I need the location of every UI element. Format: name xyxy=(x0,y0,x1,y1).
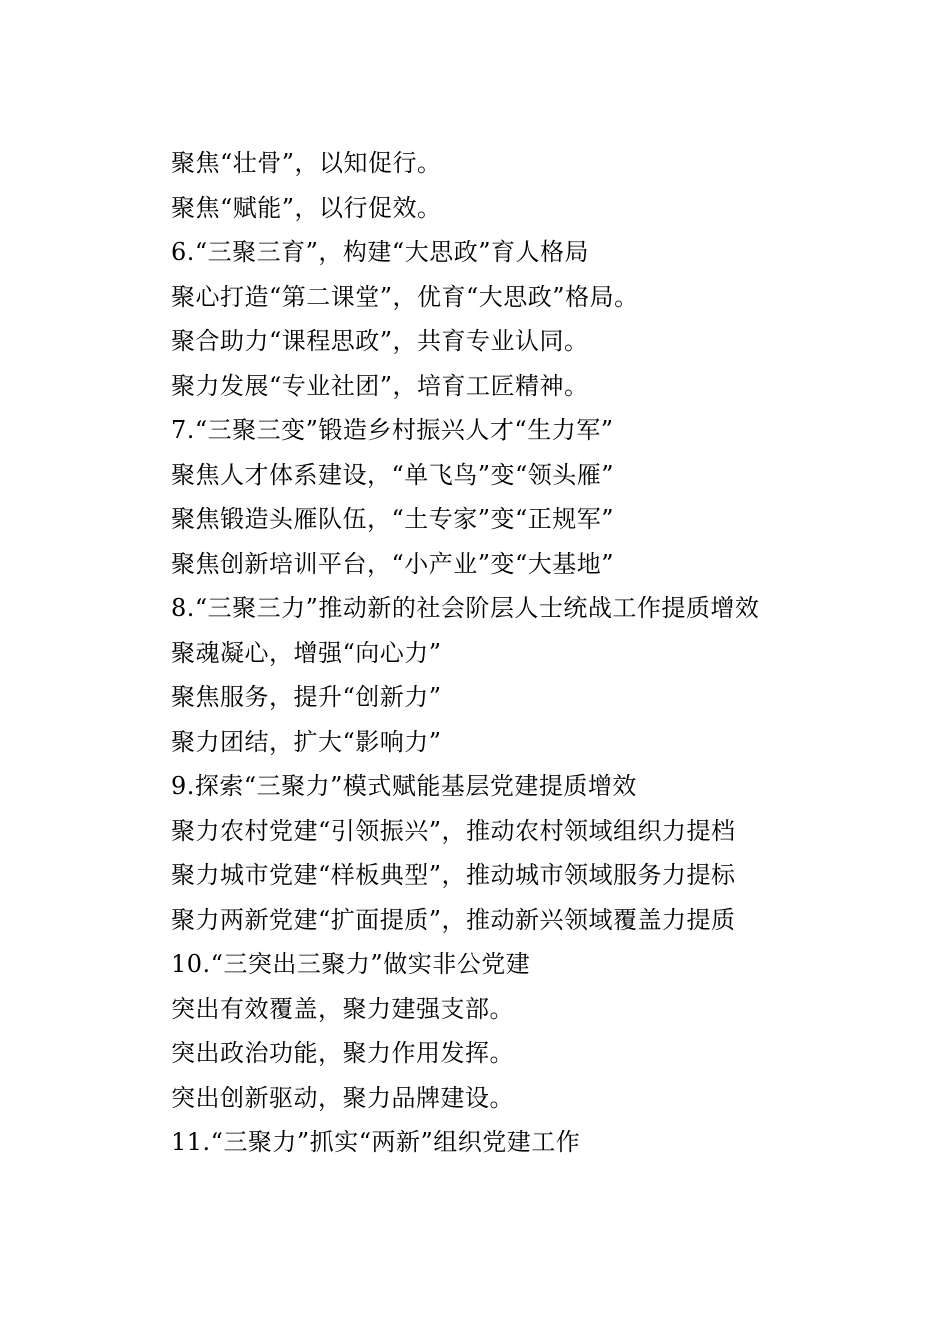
document-body xyxy=(171,141,831,1165)
section-heading: 7.“三聚三变”锻造乡村振兴人才“生力军” xyxy=(171,416,614,444)
text-line: 聚力两新党建“扩面提质”，推动新兴领域覆盖力提质 xyxy=(171,905,736,934)
text-line: 聚力农村党建“引领振兴”，推动农村领域组织力提档 xyxy=(171,816,736,845)
text-line: 聚力城市党建“样板典型”，推动城市领域服务力提标 xyxy=(171,861,736,889)
section-heading: 11.“三聚力”抓实“两新”组织党建工作 xyxy=(171,1128,581,1156)
text-line: 聚力团结，扩大“影响力” xyxy=(171,727,442,756)
text-line: 聚焦创新培训平台，“小产业”变“大基地” xyxy=(171,549,615,578)
section-heading: 8.“三聚三力”推动新的社会阶层人士统战工作提质增效 xyxy=(171,594,760,622)
text-line: 突出创新驱动，聚力品牌建设。 xyxy=(171,1083,514,1112)
text-line: 突出政治功能，聚力作用发挥。 xyxy=(171,1039,514,1067)
text-line: 突出有效覆盖，聚力建强支部。 xyxy=(171,994,514,1023)
text-line: 聚焦服务，提升“创新力” xyxy=(171,683,442,711)
section-heading: 6.“三聚三育”，构建“大思政”育人格局 xyxy=(171,238,589,266)
text-line: 聚焦“赋能”，以行促效。 xyxy=(171,193,442,222)
text-line: 聚力发展“专业社团”，培育工匠精神。 xyxy=(171,371,589,400)
text-line: 聚焦人才体系建设，“单飞鸟”变“领头雁” xyxy=(171,460,615,489)
text-line: 聚合助力“课程思政”，共育专业认同。 xyxy=(171,327,589,355)
text-line: 聚心打造“第二课堂”，优育“大思政”格局。 xyxy=(171,282,639,311)
text-line: 聚焦锻造头雁队伍，“土专家”变“正规军” xyxy=(171,505,615,533)
text-line: 聚焦“壮骨”，以知促行。 xyxy=(171,149,442,177)
text-line: 聚魂凝心，增强“向心力” xyxy=(171,638,442,667)
section-heading: 9.探索“三聚力”模式赋能基层党建提质增效 xyxy=(171,772,637,800)
section-heading: 10.“三突出三聚力”做实非公党建 xyxy=(171,950,531,978)
